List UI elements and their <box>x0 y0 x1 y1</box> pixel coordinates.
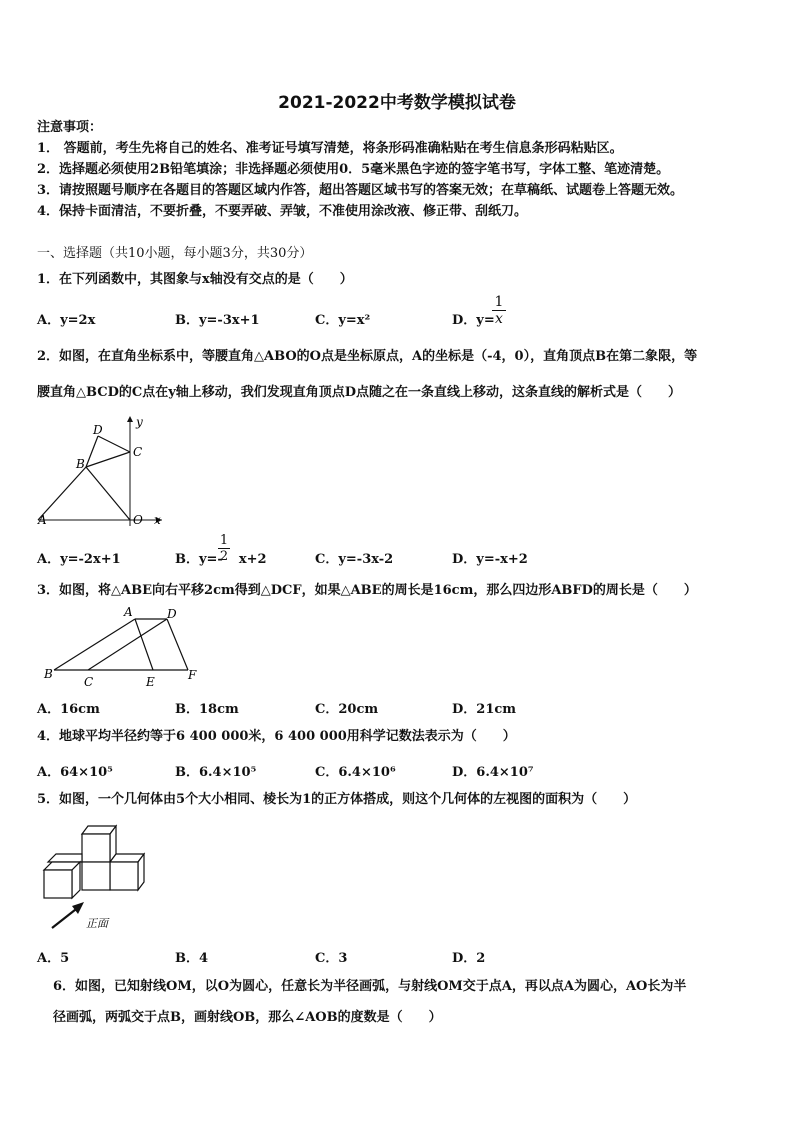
q5-cube-left-front <box>44 870 72 898</box>
q3-line-ae <box>135 619 153 670</box>
q4-option-c[interactable]: C．6.4×10⁶ <box>315 765 396 780</box>
q1-option-b[interactable]: B．y=-3x+1 <box>175 313 260 328</box>
q3-label-c: C <box>84 675 94 689</box>
q3-label-e: E <box>146 675 155 689</box>
q2-stem-line2: 腰直角△BCD的C点在y轴上移动，我们发现直角顶点D点随之在一条直线上移动，这条直线的解析式是（ ） <box>37 385 682 400</box>
q2-label-y: y <box>136 415 143 429</box>
q1-d-numerator: 1 <box>494 294 504 310</box>
q4-option-b[interactable]: B．6.4×10⁵ <box>175 765 257 780</box>
q2-option-a[interactable]: A．y=-2x+1 <box>37 552 121 567</box>
q6-stem-line2: 径画弧，两弧交于点B，画射线OB，那么∠AOB的度数是（ ） <box>53 1010 442 1025</box>
q2-label-b: B <box>76 457 85 471</box>
q2-label-a: A <box>38 513 47 527</box>
q1-d-denominator: x <box>492 310 506 327</box>
q5-option-c[interactable]: C．3 <box>315 951 348 966</box>
q3-line-dc <box>88 619 167 670</box>
q5-option-b[interactable]: B．4 <box>175 951 209 966</box>
q6-stem-line1: 6．如图，已知射线OM，以O为圆心，任意长为半径画弧，与射线OM交于点A，再以点A为圆心，AO长为半 <box>53 979 687 994</box>
q2-label-d: D <box>93 423 103 437</box>
notice-heading: 注意事项： <box>37 120 103 135</box>
q3-label-a: A <box>124 606 133 619</box>
q2-option-b-fraction <box>218 533 230 564</box>
q3-option-a[interactable]: A．16cm <box>37 702 100 717</box>
q3-label-b: B <box>44 667 53 681</box>
notice-item-3: 3．请按照题号顺序在各题目的答题区域内作答，超出答题区域书写的答案无效；在草稿纸、试题卷上答题无效。 <box>37 183 684 198</box>
q1-option-d-fraction <box>492 294 506 327</box>
q2-b-numerator: 1 <box>219 533 229 548</box>
q2-option-b-suffix: x+2 <box>238 552 267 567</box>
q5-cube-left-rear-top <box>48 854 82 862</box>
q2-option-d[interactable]: D．y=-x+2 <box>452 552 528 567</box>
q3-figure <box>40 606 205 692</box>
notice-item-4: 4．保持卡面清洁，不要折叠，不要弄破、弄皱，不准使用涂改液、修正带、刮纸刀。 <box>37 204 528 219</box>
q4-option-a[interactable]: A．64×10⁵ <box>37 765 113 780</box>
q2-label-o: O <box>133 513 143 527</box>
q2-label-x: x <box>154 513 161 527</box>
q5-option-d[interactable]: D．2 <box>452 951 486 966</box>
q2-option-c[interactable]: C．y=-3x-2 <box>315 552 394 567</box>
q3-line-df <box>167 619 188 670</box>
q2-segment-bo <box>86 467 130 520</box>
q2-segment-dc <box>98 436 130 452</box>
notice-item-1: 1． 答题前，考生先将自己的姓名、准考证号填写清楚，将条形码准确粘贴在考生信息条形码粘贴区。 <box>37 141 623 156</box>
q3-label-f: F <box>188 668 197 682</box>
q3-option-d[interactable]: D．21cm <box>452 702 517 717</box>
q2-figure <box>36 414 166 529</box>
q3-line-ba <box>54 619 135 670</box>
page-title: 2021-2022中考数学模拟试卷 <box>278 93 516 113</box>
q1-option-a[interactable]: A．y=2x <box>37 313 96 328</box>
q1-option-d-prefix: D．y= <box>452 313 495 328</box>
q2-segment-bc <box>86 452 130 467</box>
q1-option-d[interactable] <box>452 309 495 328</box>
q5-stem: 5．如图，一个几何体由5个大小相同、棱长为1的正方体搭成，则这个几何体的左视图的面积为（ ） <box>37 792 637 807</box>
q1-stem: 1．在下列函数中，其图象与x轴没有交点的是（ ） <box>37 272 353 287</box>
q3-stem: 3．如图，将△ABE向右平移2cm得到△DCF，如果△ABE的周长是16cm，那么四边形ABFD的周长是（ ） <box>37 583 697 598</box>
q3-label-d: D <box>167 607 177 621</box>
q3-option-b[interactable]: B．18cm <box>175 702 239 717</box>
q5-cube-right-front <box>110 862 138 890</box>
q5-cube-top-front <box>82 834 110 862</box>
q2-label-c: C <box>133 445 143 459</box>
q3-option-c[interactable]: C．20cm <box>315 702 379 717</box>
q2-y-arrow <box>127 416 133 422</box>
q2-option-b-prefix: B．y=- <box>175 552 223 567</box>
q5-cube-middle-front <box>82 862 110 890</box>
q2-stem-line1: 2．如图，在直角坐标系中，等腰直角△ABO的O点是坐标原点，A的坐标是（-4，0），直角顶点B在第二象限，等 <box>37 349 698 364</box>
q1-option-c[interactable]: C．y=x² <box>315 313 371 328</box>
q4-option-d[interactable]: D．6.4×10⁷ <box>452 765 534 780</box>
q5-front-label: 正面 <box>86 917 108 930</box>
q5-option-a[interactable]: A．5 <box>37 951 70 966</box>
q5-figure <box>36 820 152 936</box>
section-heading: 一、选择题（共10小题，每小题3分，共30分） <box>37 246 313 261</box>
q4-stem: 4．地球平均半径约等于6 400 000米，6 400 000用科学记数法表示为（ ） <box>37 729 516 744</box>
notice-item-2: 2．选择题必须使用2B铅笔填涂；非选择题必须使用0．5毫米黑色字迹的签字笔书写，字体工整、笔迹清楚。 <box>37 162 670 177</box>
q2-b-denominator: 2 <box>219 549 229 564</box>
q2-segment-bd <box>86 436 98 467</box>
